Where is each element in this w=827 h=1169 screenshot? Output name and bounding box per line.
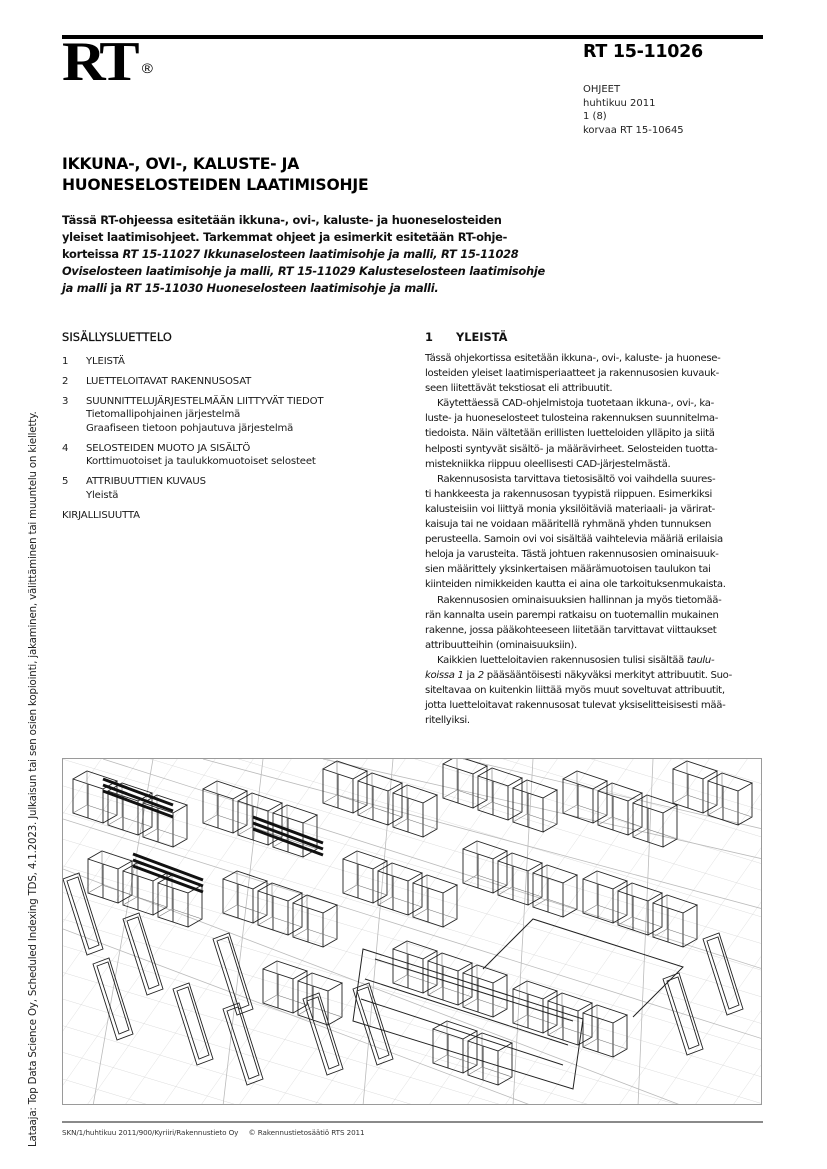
toc-item-1[interactable]: 1 YLEISTÄ	[62, 356, 125, 367]
reference-link: RT 15-11027 Ikkunaselosteen laatimisohje ja malli, RT 15-11028	[122, 247, 519, 261]
lead-paragraph: Tässä RT-ohjeessa esitetään ikkuna-, ovi-, kaluste- ja huoneselosteiden yleiset laatimisohjeet. Tarkemmat ohjeet ja esimerkit esitetään RT-ohje- korteissa RT 15-11027 Ikkunaselosteen laatimisohje ja malli, RT 15-11028 Oviselosteen laatimisohje ja malli, RT 15-11029 Kalusteselosteen laatimisohje ja malli ja RT 15-11030 Huoneselosteen laatimisohje ja malli.	[62, 213, 545, 295]
table-of-contents	[62, 355, 392, 522]
toc-item-4[interactable]: 4 SELOSTEIDEN MUOTO JA SISÄLTÖ Korttimuotoiset ja taulukkomuotoiset selosteet	[62, 442, 392, 469]
section-body: Tässä ohjekortissa esitetään ikkuna-, ovi-, kaluste- ja huonese- losteiden yleiset laatimisperiaatteet ja rakennusosien kuvauk- seen liitettävät tekstiosat eli attribuutit. Käytettäessä CAD-ohjelmistoja tuotetaan ikkuna-, ovi-, ka- luste- ja huoneselosteet tulosteina rakennuksen suunnitelma- tiedoista. Näin vältetään erillisten luetteloiden ylläpito ja siitä helposti syntyvät sisältö- ja määrävirheet. Selosteiden tuotta- mistekniikka riippuu oleellisesti CAD-järjestelmästä. Rakennusosista tarvittava tietosisältö voi vaihdella suures- ti hankkeesta ja rakennusosan tyypistä riippuen. Esimerkiksi kalusteisiin voi liittyä monia yksilöitäviä materiaali- ja värirat- kaisuja tai ne voidaan määritellä ryhmänä yhden tunnuksen perusteella. Samoin ovi voi sisältää vaihtelevia määriä erilaisia heloja ja varusteita. Tästä johtuen rakennusosien ominaisuuk- sien määrittely yksinkertaisen määrämuotoisen taulukon tai kiinteiden nimikkeiden kautta ei aina ole tarkoituksenmukaista. Rakennusosien ominaisuuksien hallinnan ja myös tietomää- rän kannalta usein parempi ratkaisu on tuotemallin mukainen rakenne, jossa pääkohteeseen liitetään tarvittavat viittaukset attribuutteihin (ominaisuuksiin). Kaikkien luetteloitavien rakennusosien tulisi sisältää taulu- koissa 1 ja 2 pääsääntöisesti näkyväksi merkityt attribuutit. Suo- siteltavaa on kuitenkin liittää myös muut soveltuvat attribuutit, jotta luetteloitavat rakennusosat tulevat yksiselitteisisesti mää- ritellyiksi.	[425, 353, 733, 727]
replaces: korvaa RT 15-10645	[583, 124, 684, 136]
registered-mark: ®	[141, 60, 153, 76]
wireframe-image	[63, 759, 762, 1105]
toc-item-literature[interactable]: KIRJALLISUUTTA	[62, 509, 140, 521]
reference-link: RT 15-11030 Huoneselosteen laatimisohje ja malli.	[125, 281, 439, 295]
reference-link: Oviselosteen laatimisohje ja malli, RT 15-11029 Kalusteselosteen laatimisohje	[62, 264, 545, 278]
toc-subitem[interactable]: Graafiseen tietoon pohjautuva järjestelmä	[86, 422, 294, 434]
download-notice: Lataaja: Top Data Science Oy, Scheduled Indexing TDS, 4.1.2023. Julkaisun tai sen osien kopiointi, jakaminen, välittäminen tai muuntelu on kielletty.	[28, 411, 39, 1147]
footer	[62, 1128, 365, 1137]
toc-item-3[interactable]: 3 SUUNNITTELUJÄRJESTELMÄÄN LIITTYVÄT TIEDOT Tietomallipohjainen järjestelmä Graafiseen tietoon pohjautuva järjestelmä	[62, 395, 392, 435]
footer-copyright: © Rakennustietosäätiö RTS 2011	[248, 1128, 365, 1137]
document-id: RT 15-11026	[583, 42, 703, 62]
page-title: IKKUNA-, OVI-, KALUSTE- JA HUONESELOSTEIDEN LAATIMISOHJE	[62, 155, 369, 194]
doc-date: huhtikuu 2011	[583, 97, 656, 109]
toc-subitem[interactable]: Yleistä	[86, 489, 119, 501]
toc-subitem[interactable]: Tietomallipohjainen järjestelmä	[86, 409, 241, 421]
section-heading: 1 YLEISTÄ	[425, 330, 508, 344]
wireframe-building-illustration	[62, 758, 762, 1105]
toc-item-2[interactable]: 2 LUETTELOITAVAT RAKENNUSOSAT	[62, 376, 252, 387]
page-count: 1 (8)	[583, 111, 607, 122]
doc-type: OHJEET	[583, 84, 621, 95]
toc-item-5[interactable]: 5 ATTRIBUUTTIEN KUVAUS Yleistä	[62, 475, 392, 502]
footer-rule	[62, 1121, 763, 1123]
rt-logo: RT ®	[62, 31, 153, 93]
toc-subitem[interactable]: Korttimuotoiset ja taulukkomuotoiset selosteet	[86, 456, 316, 468]
top-rule	[62, 35, 763, 39]
footer-imprint: SKN/1/huhtikuu 2011/900/Kyriiri/Rakennustieto Oy	[62, 1128, 239, 1137]
toc-title: SISÄLLYSLUETTELO	[62, 330, 172, 344]
document-meta	[583, 83, 684, 137]
